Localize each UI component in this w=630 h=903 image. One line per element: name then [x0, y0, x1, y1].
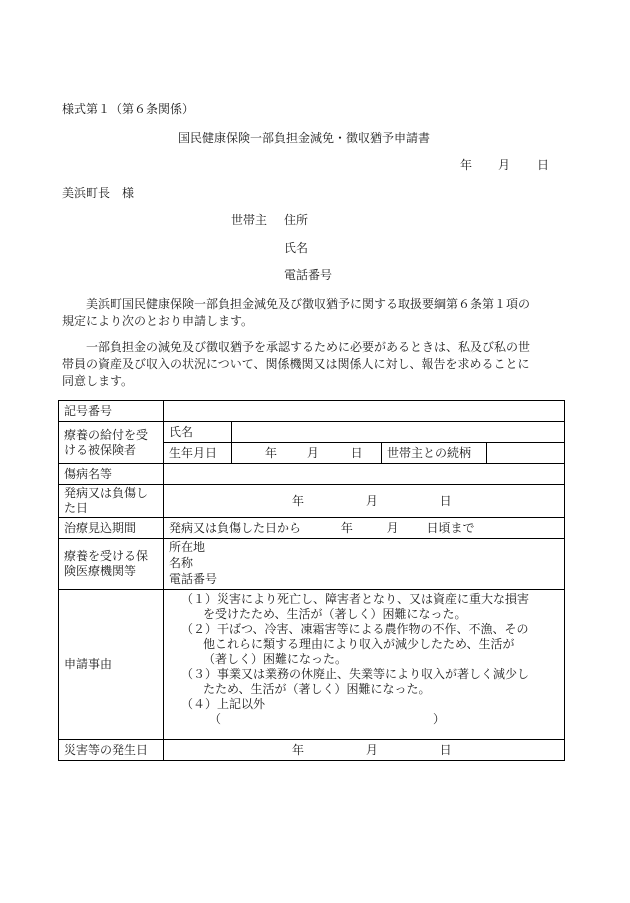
- date-day: 日: [537, 158, 550, 172]
- reason-4-line-1: （４）上記以外: [181, 697, 266, 711]
- onset-day: 日: [439, 493, 452, 508]
- reason-1-line-2: を受けたため、生活が（著しく）困難になった。: [203, 607, 467, 621]
- paragraph-1-line-2: 規定により次のとおり申請します。: [62, 314, 254, 328]
- address-label: 住所: [284, 213, 309, 227]
- disaster-month: 月: [365, 742, 378, 757]
- reason-1-line-1: （１）災害により死亡し、障害者となり、又は資産に重大な損害: [181, 592, 530, 606]
- reason-3-line-2: たため、生活が（著しく）困難になった。: [203, 682, 431, 696]
- reason-2-line-3: （著しく）困難になった。: [203, 652, 348, 666]
- disaster-date-field[interactable]: [164, 740, 565, 761]
- treatment-day: 日頃まで: [426, 520, 475, 535]
- treatment-text: 発病又は負傷した日から: [169, 520, 302, 535]
- relation-label: 世帯主との続柄: [382, 443, 487, 464]
- reason-item-2: [169, 622, 559, 667]
- birthdate-field[interactable]: [232, 443, 382, 464]
- birth-month: 月: [306, 445, 319, 460]
- birth-year: 年: [264, 445, 277, 460]
- institution-name: 名称: [169, 556, 194, 570]
- relation-field[interactable]: [487, 443, 565, 464]
- reason-item-3: [169, 667, 559, 697]
- paragraph-2-line-2: 帯員の資産及び収入の状況について、関係機関又は関係人に対し、報告を求めることに: [62, 357, 530, 371]
- insured-name-field[interactable]: [232, 422, 565, 443]
- onset-label-line-1: 発病又は負傷し: [64, 486, 149, 500]
- reason-other-open: （: [209, 712, 222, 726]
- disaster-day: 日: [439, 742, 452, 757]
- treatment-month: 月: [386, 520, 399, 535]
- reason-label: 申請事由: [59, 590, 164, 740]
- insured-label-line-2: ける被保険者: [64, 442, 137, 457]
- disaster-year: 年: [291, 742, 304, 757]
- institution-field[interactable]: [164, 539, 565, 590]
- onset-label: [59, 485, 164, 518]
- application-table: [58, 400, 565, 761]
- institution-phone: 電話番号: [169, 572, 218, 586]
- page-title: 国民健康保険一部負担金減免・徴収猶予申請書: [178, 131, 431, 145]
- reason-3-line-1: （３）事業又は業務の休廃止、失業等により収入が著しく減少し: [181, 667, 530, 681]
- reason-other-field[interactable]: [169, 712, 559, 727]
- name-label: 氏名: [164, 422, 232, 443]
- addressee: 美浜町長 様: [62, 186, 135, 200]
- reason-2-line-2: 他これらに類する理由により収入が減少したため、生活が: [203, 637, 515, 651]
- paragraph-2-line-3: 同意します。: [62, 374, 134, 388]
- date-year: 年: [460, 158, 473, 172]
- institution-label-line-1: 療養を受ける保: [64, 549, 149, 563]
- birth-day: 日: [350, 445, 363, 460]
- paragraph-1: [62, 296, 570, 330]
- form-number: 様式第１（第６条関係）: [62, 102, 195, 116]
- institution-address: 所在地: [169, 540, 206, 554]
- reason-item-4: [169, 697, 559, 712]
- date-month: 月: [498, 158, 511, 172]
- disease-label: 傷病名等: [59, 464, 164, 485]
- head-label: 世帯主: [231, 213, 268, 227]
- treatment-field[interactable]: [164, 518, 565, 539]
- institution-label-line-2: 険医療機関等: [64, 564, 137, 578]
- onset-label-line-2: た日: [64, 501, 89, 515]
- reason-item-1: [169, 592, 559, 622]
- insured-label-line-1: 療養の給付を受: [64, 427, 149, 442]
- onset-year: 年: [291, 493, 304, 508]
- institution-label: [59, 539, 164, 590]
- reason-other-close: ）: [433, 712, 446, 726]
- paragraph-2-line-1: 一部負担金の減免及び徴収猶予を承認するために必要があるときは、私及び私の世: [86, 340, 531, 354]
- onset-date-field[interactable]: [164, 485, 565, 518]
- treatment-year: 年: [340, 520, 353, 535]
- disaster-label: 災害等の発生日: [59, 740, 164, 761]
- name-label: 氏名: [284, 241, 309, 255]
- reason-field[interactable]: [164, 590, 565, 740]
- paragraph-1-line-1: 美浜町国民健康保険一部負担金減免及び徴収猶予に関する取扱要綱第６条第１項の: [86, 297, 531, 311]
- disease-field[interactable]: [164, 464, 565, 485]
- record-number-field[interactable]: [164, 401, 565, 422]
- reason-2-line-1: （２）干ばつ、冷害、凍霜害等による農作物の不作、不漁、その: [181, 622, 529, 636]
- phone-label: 電話番号: [284, 268, 333, 282]
- birthdate-label: 生年月日: [164, 443, 232, 464]
- insured-label: [59, 422, 164, 464]
- record-number-label: 記号番号: [59, 401, 164, 422]
- paragraph-2: [62, 339, 570, 390]
- onset-month: 月: [365, 493, 378, 508]
- treatment-label: 治療見込期間: [59, 518, 164, 539]
